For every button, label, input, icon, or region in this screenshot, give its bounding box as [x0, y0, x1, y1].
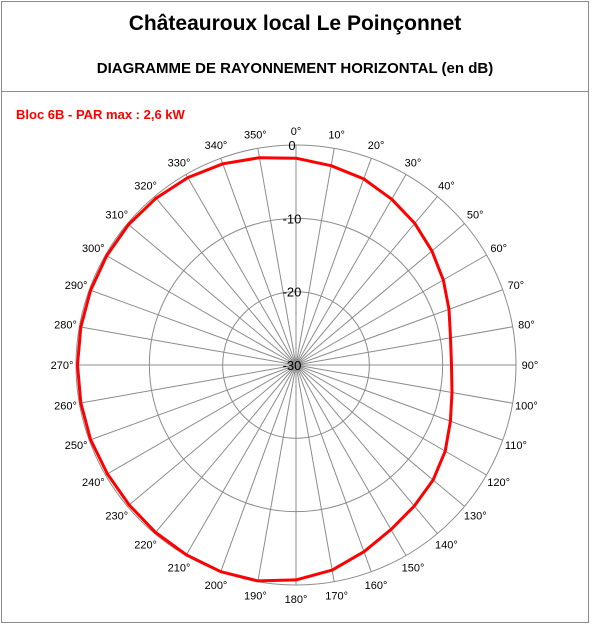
angle-label: 150° [401, 562, 425, 575]
angle-label: 120° [487, 477, 511, 489]
angle-label: 300° [81, 243, 105, 255]
angle-label: 90° [521, 360, 539, 372]
angle-label: 10° [328, 129, 345, 142]
angle-label: 20° [367, 140, 385, 153]
angle-label: 280° [54, 319, 77, 332]
angle-label: 320° [134, 180, 157, 193]
angle-label: 180° [284, 594, 308, 606]
angle-label: 0° [290, 126, 302, 138]
radial-tick-label: -30 [282, 358, 302, 373]
chart-title: Châteauroux local Le Poinçonnet [128, 12, 462, 35]
radial-tick-label: -20 [282, 284, 302, 300]
angle-label: 110° [504, 440, 527, 453]
series-label: Bloc 6B - PAR max : 2,6 kW [16, 107, 185, 122]
angle-label: 140° [435, 539, 458, 552]
angle-label: 130° [463, 510, 487, 523]
angle-label: 160° [364, 579, 388, 592]
angle-label: 260° [54, 400, 77, 413]
radial-tick-label: 0 [288, 138, 296, 153]
angle-label: 220° [134, 539, 157, 552]
angle-label: 170° [325, 590, 349, 603]
angle-label: 230° [105, 510, 129, 523]
angle-label: 100° [515, 400, 538, 413]
angle-label: 40° [438, 180, 455, 193]
angle-label: 60° [490, 243, 507, 255]
angle-label: 80° [518, 319, 535, 332]
angle-label: 290° [64, 279, 88, 292]
angle-label: 70° [507, 279, 525, 292]
angle-label: 330° [167, 157, 191, 170]
angle-label: 210° [167, 562, 191, 575]
angle-label: 250° [64, 440, 88, 453]
angle-label: 340° [204, 140, 228, 153]
angle-label: 350° [243, 129, 267, 142]
series-line [78, 158, 453, 581]
angle-label: 240° [81, 477, 105, 489]
angle-label: 30° [404, 157, 422, 170]
angle-label: 200° [204, 579, 228, 592]
angle-label: 310° [105, 209, 129, 222]
angle-label: 190° [243, 590, 267, 603]
radial-tick-label: -10 [282, 211, 302, 227]
chart-subtitle: DIAGRAMME DE RAYONNEMENT HORIZONTAL (en dB) [96, 60, 494, 77]
angle-label: 270° [50, 360, 74, 372]
angle-label: 50° [466, 209, 484, 222]
